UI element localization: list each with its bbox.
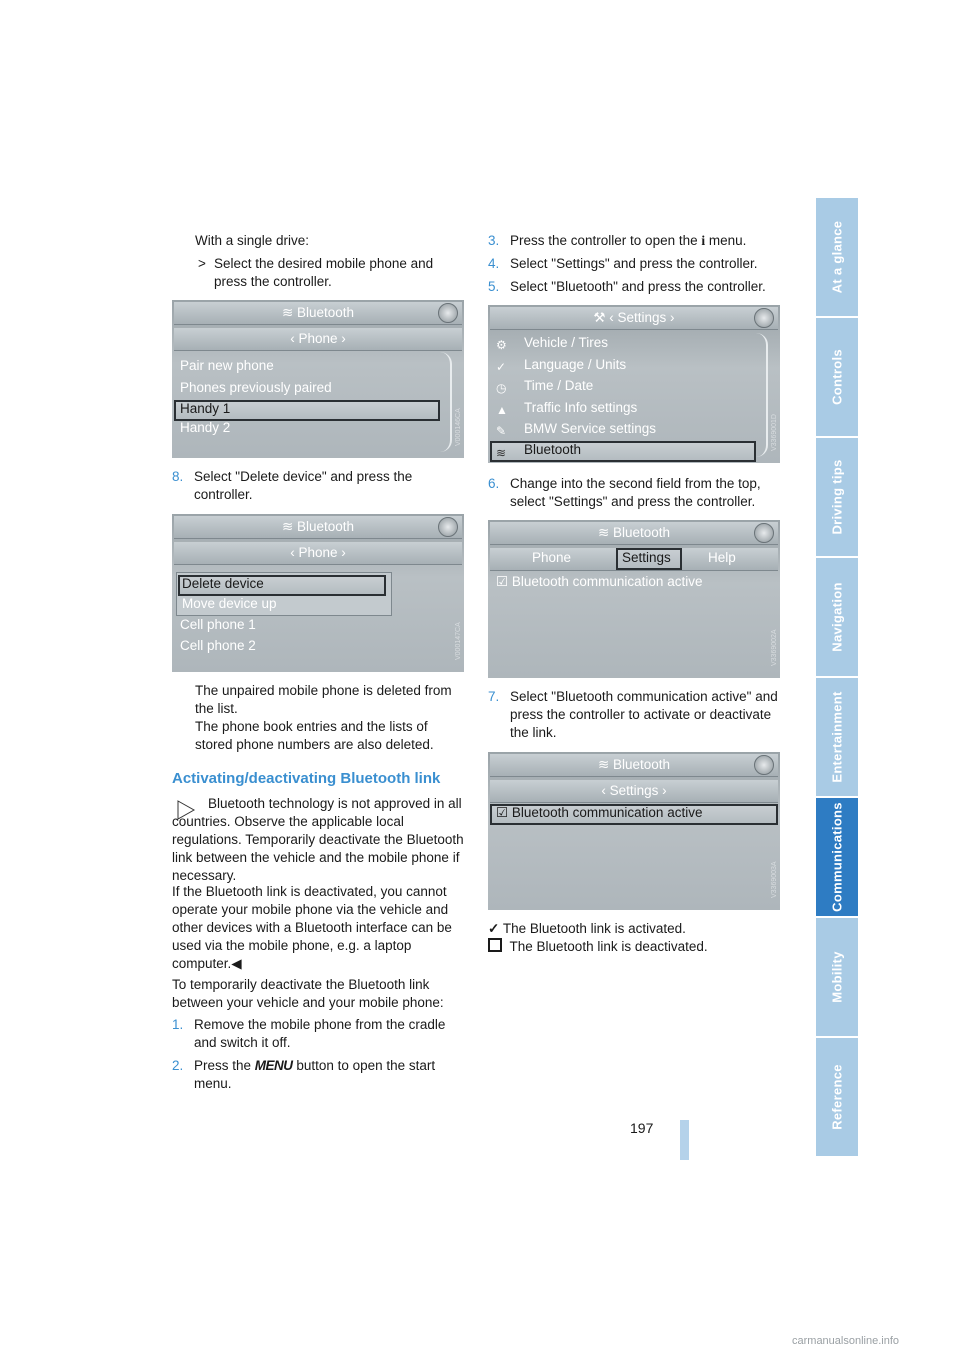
- side-tab-bar: [816, 198, 858, 1158]
- bluetooth-icon: ≋: [597, 525, 613, 540]
- intro-text: With a single drive:: [195, 233, 310, 248]
- tab-phone[interactable]: Phone: [532, 550, 572, 565]
- bluetooth-icon: ≋: [597, 757, 613, 772]
- controller-icon: [754, 308, 774, 328]
- page-number: 197: [630, 1120, 654, 1136]
- tab-communications[interactable]: Communications: [816, 798, 858, 918]
- image-code: V3369002A: [771, 629, 778, 666]
- screen-delete-device: [172, 514, 464, 672]
- warning-icon: ▲: [496, 402, 508, 417]
- clock-icon: ◷: [496, 381, 507, 395]
- scrollbar[interactable]: [440, 352, 452, 452]
- screen-title-bar: ≋ Bluetooth: [174, 302, 462, 325]
- legend-activated: ✓ The Bluetooth link is activated.: [488, 921, 686, 936]
- screen-title-bar: ≋ Bluetooth: [174, 516, 462, 539]
- list-item[interactable]: Traffic Info settings: [524, 400, 638, 415]
- scrollbar[interactable]: [756, 333, 768, 457]
- screen-bluetooth-settings: [488, 520, 780, 678]
- image-code: V000147CA: [455, 622, 462, 660]
- menu-button-icon: MENU: [254, 1058, 293, 1073]
- tab-navigation[interactable]: Navigation: [816, 558, 858, 678]
- bluetooth-icon: ≋: [281, 305, 297, 320]
- section-heading: Activating/deactivating Bluetooth link: [172, 770, 441, 787]
- screen-title-bar: ≋ Bluetooth: [490, 522, 778, 545]
- checkbox-row-selected[interactable]: ☑ Bluetooth communication active: [496, 805, 703, 820]
- screen-subtitle-bar: ‹ Phone ›: [174, 542, 462, 565]
- tab-reference[interactable]: Reference: [816, 1038, 858, 1158]
- watermark: carmanualsonline.info: [792, 1335, 900, 1347]
- controller-icon: [754, 755, 774, 775]
- paragraph-unpaired: The unpaired mobile phone is deleted from the list.: [195, 683, 452, 716]
- image-code: V000146CA: [455, 408, 462, 446]
- list-item[interactable]: Cell phone 2: [180, 638, 256, 653]
- menu-icons-column: [496, 335, 518, 463]
- menu-item-delete-device[interactable]: Delete device: [182, 576, 264, 591]
- list-item[interactable]: Time / Date: [524, 378, 594, 393]
- list-item[interactable]: Phones previously paired: [180, 380, 332, 395]
- note-text-2: If the Bluetooth link is deactivated, you cannot operate your mobile phone via the vehicle and other devices with a Bluetooth interface can be used via the mobile phone, e.g. a laptop computer.◀: [172, 884, 452, 971]
- list-item[interactable]: Handy 2: [180, 420, 231, 435]
- tab-help[interactable]: Help: [708, 550, 736, 565]
- language-icon: ✓: [496, 359, 507, 374]
- paragraph-instructions: To temporarily deactivate the Bluetooth link between your vehicle and your mobile phone:: [172, 977, 444, 1010]
- list-item[interactable]: Vehicle / Tires: [524, 335, 609, 350]
- legend-deactivated: The Bluetooth link is deactivated.: [488, 938, 708, 956]
- checkbox-row[interactable]: ☑ Bluetooth communication active: [496, 574, 703, 589]
- end-mark-icon: ◀: [231, 956, 242, 971]
- image-code: V3369003A: [771, 861, 778, 898]
- tab-entertainment[interactable]: Entertainment: [816, 678, 858, 798]
- list-item[interactable]: BMW Service settings: [524, 421, 657, 436]
- screen-settings-menu: [488, 305, 780, 463]
- empty-box-icon: [488, 938, 502, 952]
- service-icon: ✎: [496, 424, 507, 438]
- list-item[interactable]: Pair new phone: [180, 358, 274, 373]
- list-item-selected[interactable]: Bluetooth: [524, 442, 582, 457]
- tab-at-a-glance[interactable]: At a glance: [816, 198, 858, 318]
- tab-controls[interactable]: Controls: [816, 318, 858, 438]
- checkmark-icon: ☑: [496, 805, 512, 820]
- page-marker-bar: [680, 1120, 689, 1160]
- image-code: V3369001D: [771, 414, 778, 451]
- checkmark-icon: ☑: [496, 574, 512, 589]
- note-text: Bluetooth technology is not approved in all countries. Observe the applicable local regulations. Temporarily deactivate the Bluetooth link between the vehicle and the mobile phone if necessary.: [172, 796, 464, 883]
- screen-phone-list: [172, 300, 464, 458]
- screen-title-bar: ≋ Bluetooth: [490, 754, 778, 777]
- checkmark-icon: ✓: [488, 921, 500, 936]
- list-item[interactable]: Language / Units: [524, 357, 627, 372]
- screen-title-bar: ⚒ ‹ Settings ›: [490, 307, 778, 330]
- bullet-text: Select the desired mobile phone and press the controller.: [214, 256, 434, 289]
- bullet-marker: >: [198, 256, 206, 271]
- screen-bluetooth-link: [488, 752, 780, 910]
- vehicle-icon: ⚙: [496, 338, 507, 352]
- list-item[interactable]: Cell phone 1: [180, 617, 256, 632]
- list-item-selected[interactable]: Handy 1: [180, 401, 231, 416]
- tab-settings[interactable]: Settings: [622, 550, 671, 565]
- bluetooth-icon: ≋: [496, 445, 507, 460]
- controller-icon: [438, 517, 458, 537]
- tab-mobility[interactable]: Mobility: [816, 918, 858, 1038]
- menu-item-move-device-up[interactable]: Move device up: [182, 596, 277, 611]
- paragraph-phonebook: The phone book entries and the lists of stored phone numbers are also deleted.: [195, 719, 434, 752]
- settings-icon: ⚒: [593, 310, 610, 325]
- screen-subtitle-bar: ‹ Settings ›: [490, 780, 778, 803]
- tab-driving-tips[interactable]: Driving tips: [816, 438, 858, 558]
- controller-icon: [438, 303, 458, 323]
- screen-subtitle-bar: ‹ Phone ›: [174, 328, 462, 351]
- controller-icon: [754, 523, 774, 543]
- info-icon: i: [701, 233, 706, 248]
- bluetooth-icon: ≋: [281, 519, 297, 534]
